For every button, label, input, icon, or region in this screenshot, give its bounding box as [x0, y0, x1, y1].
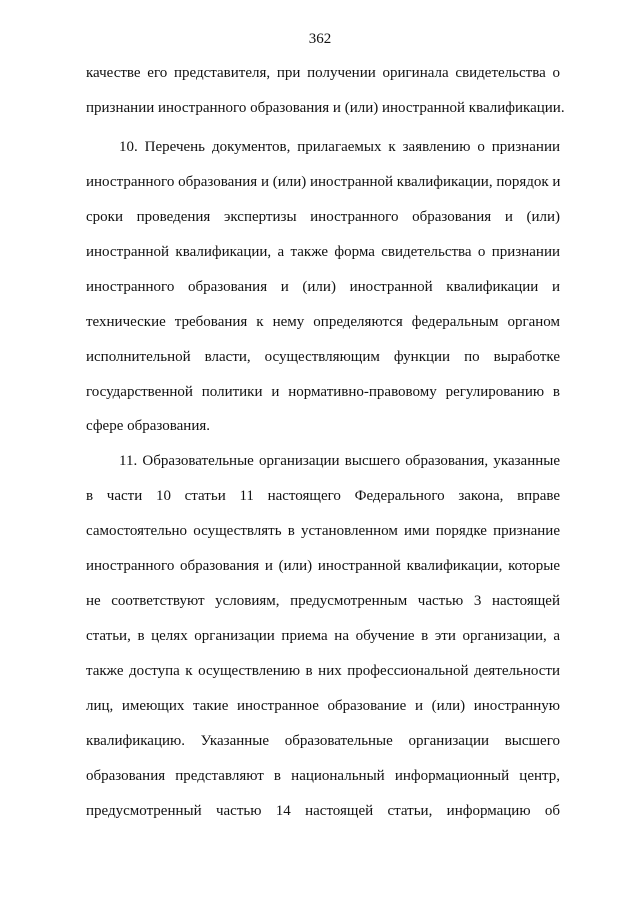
text-line: образования представляют в национальный информационный центр, — [86, 768, 560, 784]
text-line: квалификацию. Указанные образовательные организации высшего — [86, 733, 560, 749]
text-line: иностранной квалификации, а также форма свидетельства о признании — [86, 244, 560, 260]
text-line: иностранного образования и (или) иностранной квалификации, которые — [86, 558, 560, 574]
text-line: сроки проведения экспертизы иностранного образования и (или) — [86, 209, 560, 225]
text-line: иностранного образования и (или) иностранной квалификации, порядок и — [86, 174, 561, 190]
text-line: также доступа к осуществлению в них профессиональной деятельности — [86, 663, 560, 679]
text-line: 10. Перечень документов, прилагаемых к заявлению о признании — [119, 139, 560, 155]
text-line: самостоятельно осуществлять в установленном ими порядке признание — [86, 523, 560, 539]
page-number: 362 — [308, 31, 332, 47]
text-line: признании иностранного образования и (или) иностранной квалификации. — [86, 100, 565, 116]
text-line: иностранного образования и (или) иностранной квалификации и — [86, 279, 560, 295]
text-line: исполнительной власти, осуществляющим функции по выработке — [86, 349, 560, 365]
text-line: предусмотренный частью 14 настоящей статьи, информацию об — [86, 803, 560, 819]
text-line: технические требования к нему определяются федеральным органом — [86, 314, 560, 330]
text-line: статьи, в целях организации приема на обучение в эти организации, а — [86, 628, 560, 644]
text-line: государственной политики и нормативно-правовому регулированию в — [86, 384, 560, 400]
text-line: сфере образования. — [86, 418, 210, 434]
text-line: не соответствуют условиям, предусмотренным частью 3 настоящей — [86, 593, 560, 609]
text-line: качестве его представителя, при получении оригинала свидетельства о — [86, 65, 560, 81]
text-line: 11. Образовательные организации высшего образования, указанные — [119, 453, 560, 469]
text-line: в части 10 статьи 11 настоящего Федерального закона, вправе — [86, 488, 560, 504]
text-line: лиц, имеющих такие иностранное образование и (или) иностранную — [86, 698, 560, 714]
